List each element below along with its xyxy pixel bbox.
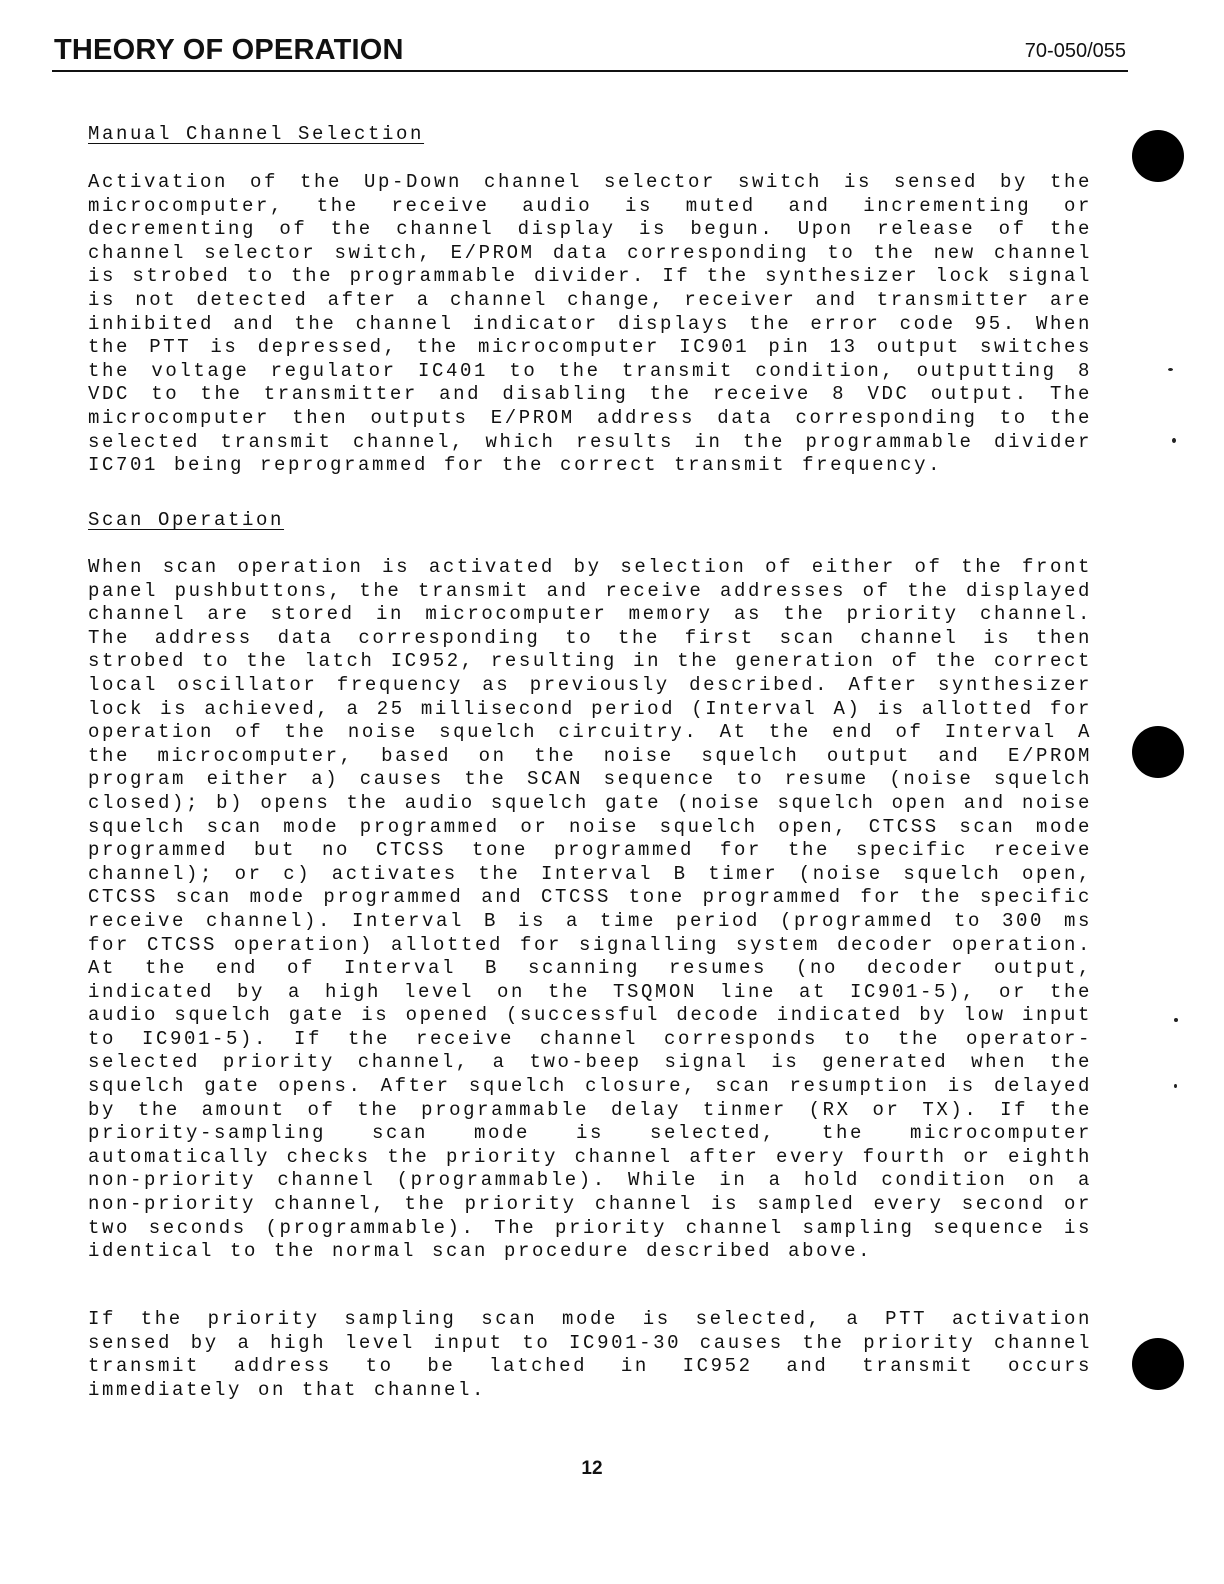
binder-hole-bottom [1132, 1338, 1184, 1390]
page-header-title: THEORY OF OPERATION [54, 34, 404, 66]
document-number: 70-050/055 [1024, 40, 1126, 62]
scan-speck [1174, 1018, 1178, 1022]
paragraph-manual-channel-selection: Activation of the Up-Down channel selector switch is sensed by the microcomputer, the receive audio is muted and incrementing or decrementing of the channel display is begun. Upon release of the channel selector switch, E/PROM data corresponding to the new channel is strobed to the programmable divider. If the synthesizer lock signal is not detected after a channel change, receiver and transmitter are inhibited and the channel indicator displays the error code 95. When the PTT is depressed, the microcomputer IC901 pin 13 output switches the voltage regulator IC401 to the transmit condition, outputting 8 VDC to the transmitter and disabling the receive 8 VDC output. The microcomputer then outputs E/PROM address data corresponding to the selected transmit channel, which results in the programmable divider IC701 being reprogrammed for the correct transmit frequency. [88, 171, 1092, 477]
binder-hole-middle [1132, 726, 1184, 778]
scan-speck [1168, 368, 1173, 371]
scan-speck [1172, 438, 1176, 443]
paragraph-priority-ptt: If the priority sampling scan mode is selected, a PTT activation sensed by a high level input to IC901-30 causes the priority channel transmit address to be latched in IC952 and transmit occurs immediately on that channel. [88, 1308, 1092, 1401]
binder-hole-top [1132, 130, 1184, 182]
scan-speck [1174, 1084, 1177, 1088]
header-rule [52, 70, 1128, 72]
section-heading-scan-operation: Scan Operation [88, 509, 285, 531]
page-number: 12 [581, 1458, 603, 1479]
section-heading-manual-channel-selection: Manual Channel Selection [88, 123, 425, 145]
paragraph-scan-operation: When scan operation is activated by selection of either of the front panel pushbuttons, the transmit and receive addresses of the displayed channel are stored in microcomputer memory as the priority channel. The address data corresponding to the first scan channel is then strobed to the latch IC952, resulting in the generation of the correct local oscillator frequency as previously described. After synthesizer lock is achieved, a 25 millisecond period (Interval A) is allotted for operation of the noise squelch circuitry. At the end of Interval A the microcomputer, based on the noise squelch output and E/PROM program either a) causes the SCAN sequence to resume (noise squelch closed); b) opens the audio squelch gate (noise squelch open and noise squelch scan mode programmed or noise squelch open, CTCSS scan mode programmed but no CTCSS tone programmed for the specific receive channel); or c) activates the Interval B timer (noise squelch open, CTCSS scan mode programmed and CTCSS tone programmed for the specific receive channel). Interval B is a time period (programmed to 300 ms for CTCSS operation) allotted for signalling system decoder operation. At the end of Interval B scanning resumes (no decoder output, indicated by a high level on the TSQMON line at IC901-5), or the audio squelch gate is opened (successful decode indicated by low input to IC901-5). If the receive channel corresponds to the operator-selected priority channel, a two-beep signal is generated when the squelch gate opens. After squelch closure, scan resumption is delayed by the amount of the programmable delay tinmer (RX or TX). If the priority-sampling scan mode is selected, the microcomputer automatically checks the priority channel after every fourth or eighth non-priority channel (programmable). While in a hold condition on a non-priority channel, the priority channel is sampled every second or two seconds (programmable). The priority channel sampling sequence is identical to the normal scan procedure described above. [88, 556, 1092, 1263]
